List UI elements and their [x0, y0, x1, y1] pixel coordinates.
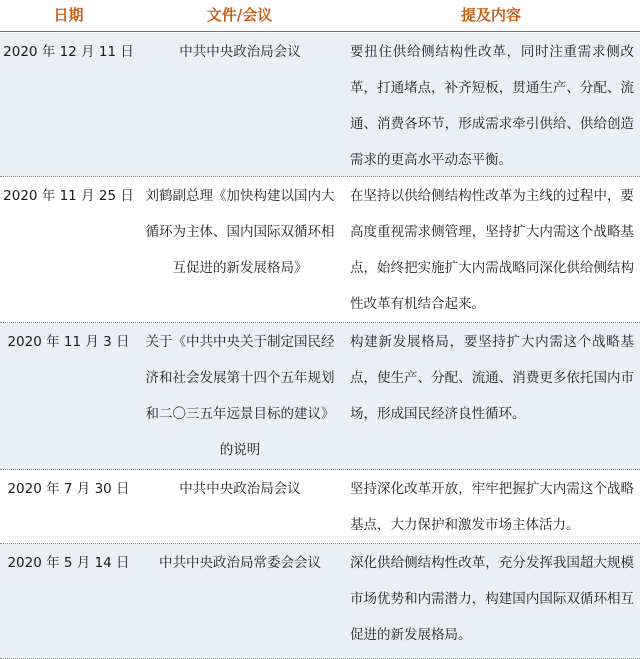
header-content: 提及内容	[460, 6, 521, 24]
header-date: 日期	[53, 6, 84, 24]
row-document: 刘鹤副总理《加快构建以国内大循环为主体、国内国际双循环相互促进的新发展格局》	[145, 188, 335, 276]
table-row	[0, 544, 640, 659]
row-date: 2020 年 11 月 3 日	[7, 334, 130, 350]
table-row	[0, 470, 640, 544]
row-content: 构建新发展格局，要坚持扩大内需这个战略基点，使生产、分配、流通、消费更多依托国内市场，形成国民经济良性循环。	[350, 334, 634, 422]
row-date: 2020 年 5 月 14 日	[7, 555, 130, 571]
row-date: 2020 年 7 月 30 日	[7, 481, 130, 497]
row-content: 要扭住供给侧结构性改革，同时注重需求侧改革，打通堵点，补齐短板，贯通生产、分配、流通、消费各环节，形成需求牵引供给、供给创造需求的更高水平动态平衡。	[350, 44, 634, 168]
row-date: 2020 年 12 月 11 日	[3, 44, 134, 60]
row-content: 深化供给侧结构性改革，充分发挥我国超大规模市场优势和内需潜力，构建国内国际双循环相互促进的新发展格局。	[350, 555, 634, 643]
table-row	[0, 323, 640, 470]
row-document: 关于《中共中央关于制定国民经济和社会发展第十四个五年规划和二〇三五年远景目标的建议》的说明	[145, 334, 335, 458]
row-document: 中共中央政治局会议	[179, 44, 301, 60]
table-row	[0, 33, 640, 177]
header-document: 文件/会议	[206, 6, 273, 24]
table-row	[0, 177, 640, 323]
row-content: 在坚持以供给侧结构性改革为主线的过程中，要高度重视需求侧管理，坚持扩大内需这个战略基点，始终把实施扩大内需战略同深化供给侧结构性改革有机结合起来。	[350, 188, 634, 312]
row-content: 坚持深化改革开放，牢牢把握扩大内需这个战略基点，大力保护和激发市场主体活力。	[350, 481, 634, 533]
row-document: 中共中央政治局会议	[179, 481, 301, 497]
row-document: 中共中央政治局常委会会议	[159, 555, 321, 571]
table-header	[0, 0, 640, 32]
row-date: 2020 年 11 月 25 日	[3, 188, 134, 204]
